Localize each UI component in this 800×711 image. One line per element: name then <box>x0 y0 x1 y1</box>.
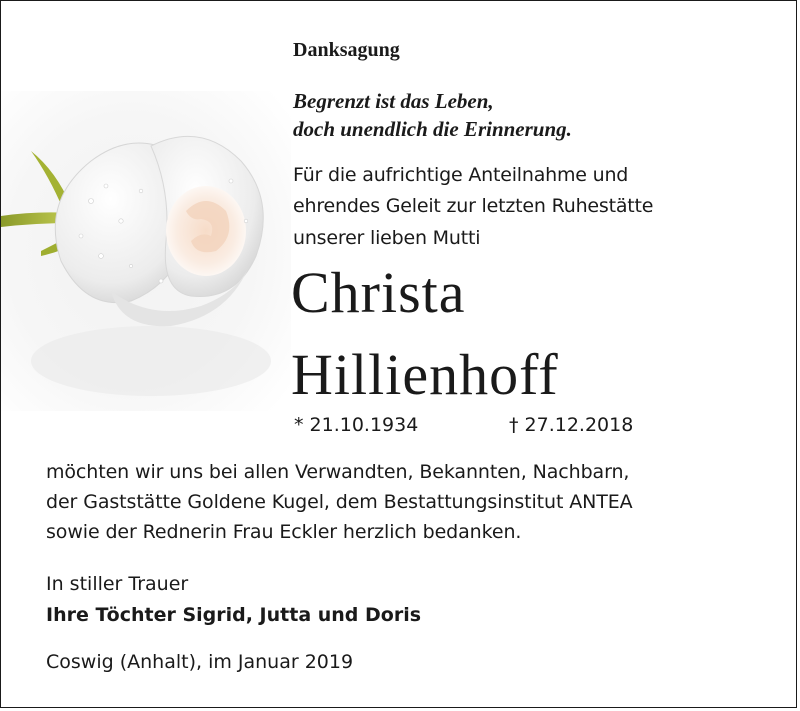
white-rose-icon <box>1 91 291 411</box>
intro-line-1: Für die aufrichtige Anteilnahme und <box>293 164 629 186</box>
deceased-last-name: Hillienhoff <box>291 342 559 407</box>
body-line-1: möchten wir uns bei allen Verwandten, Bekannten, Nachbarn, <box>46 461 630 483</box>
birth-date: * 21.10.1934 <box>294 414 419 436</box>
signature-intro: In stiller Trauer <box>46 573 189 595</box>
body-line-2: der Gaststätte Goldene Kugel, dem Bestattungsinstitut ANTEA <box>46 491 633 513</box>
intro-line-3: unserer lieben Mutti <box>293 227 481 249</box>
place-and-date: Coswig (Anhalt), im Januar 2019 <box>46 651 354 673</box>
signature-names: Ihre Töchter Sigrid, Jutta und Doris <box>46 604 422 626</box>
body-line-3: sowie der Rednerin Frau Eckler herzlich bedanken. <box>46 521 522 543</box>
death-date: † 27.12.2018 <box>509 414 634 436</box>
deceased-first-name: Christa <box>291 260 466 325</box>
intro-line-2: ehrendes Geleit zur letzten Ruhestätte <box>293 195 654 217</box>
heading: Danksagung <box>293 39 400 61</box>
motto-line-2: doch unendlich die Erinnerung. <box>293 117 572 141</box>
motto-line-1: Begrenzt ist das Leben, <box>293 89 494 113</box>
